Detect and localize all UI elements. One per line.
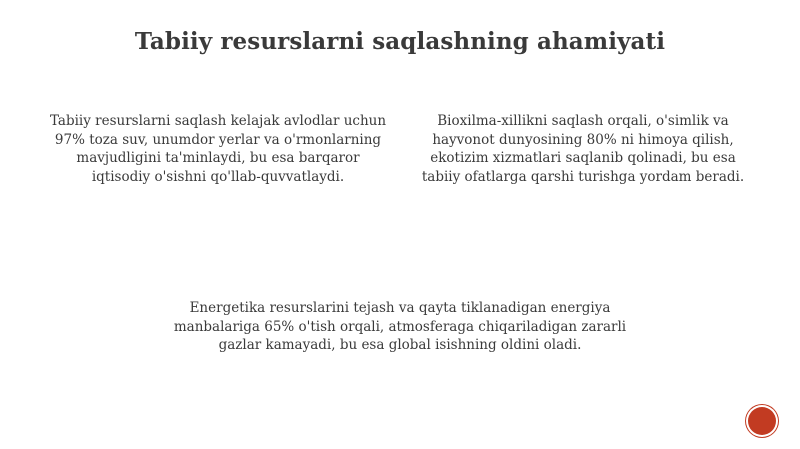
circle-button-icon[interactable] (748, 407, 776, 435)
slide-title: Tabiiy resurslarni saqlashning ahamiyati (134, 28, 666, 55)
paragraph-water-land: Tabiiy resurslarni saqlash kelajak avlodlar uchun 97% toza suv, unumdor yerlar va o'rmonlarning mavjudligini ta'minlaydi, bu esa barqaror iqtisodiy o'sishni qo'llab-quvvatlaydi. (49, 113, 387, 185)
paragraph-energy: Energetika resurslarini tejash va qayta tiklanadigan energiya manbalariga 65% o'tish orqali, atmosferaga chiqariladigan zararli gazlar kamayadi, bu esa global isishning oldini oladi. (173, 300, 627, 353)
paragraph-biodiversity: Bioxilma-xillikni saqlash orqali, o'simlik va hayvonot dunyosining 80% ni himoya qilish, ekotizim xizmatlari saqlanib qolinadi, bu esa tabiiy ofatlarga qarshi turishga yordam beradi. (421, 113, 745, 185)
